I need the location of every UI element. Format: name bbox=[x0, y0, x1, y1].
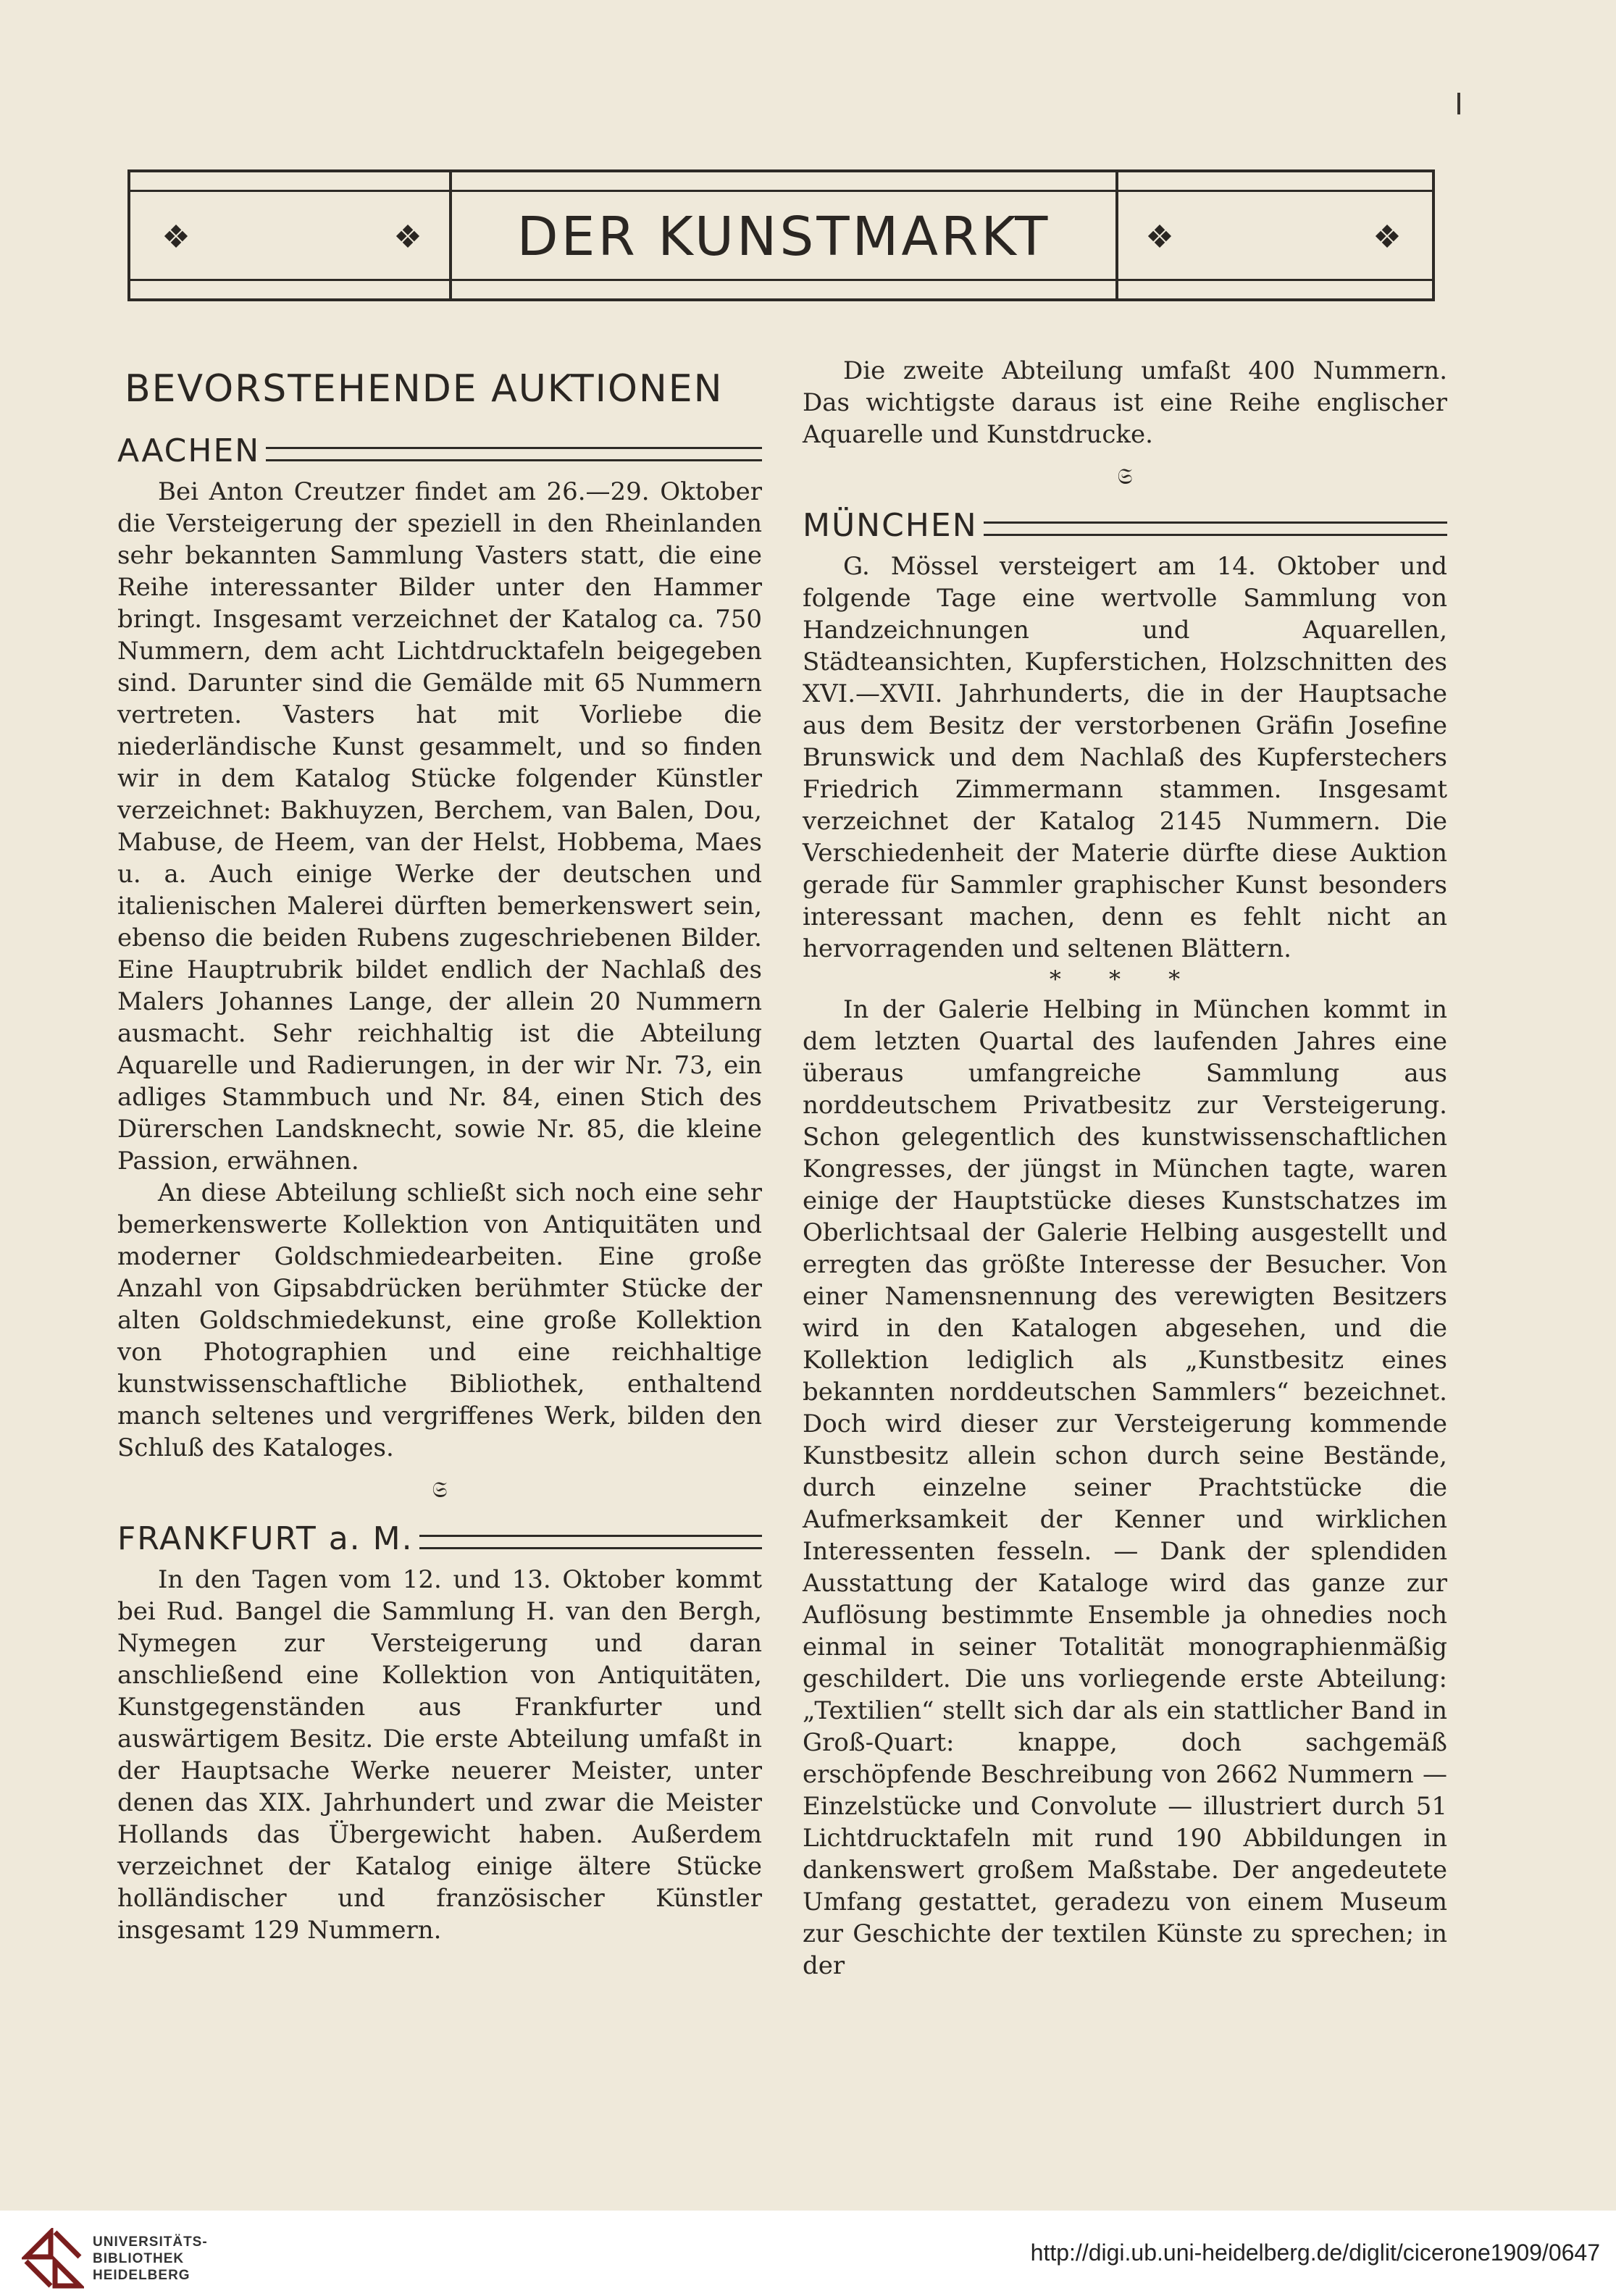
paragraph: G. Mössel versteigert am 14. Oktober und folgende Tage eine wertvolle Sammlung von Handzeichnungen und Aquarellen, Städteansichten, Kupferstichen, Holzschnitten des XVI.—XVII. Jahrhunderts, die in der Hauptsache aus dem Besitz der verstorbenen Gräfin Josefine Brunswick und dem Nachlaß des Kupferstechers Friedrich Zimmermann stammen. Insgesamt verzeichnet der Katalog 2145 Nummern. Die Verschiedenheit der Materie dürfte diese Auktion gerade für Sammler graphischer Kunst besonders interessant machen, denn es fehlt nicht an hervorragenden und seltenen Blättern. bbox=[803, 552, 1447, 963]
paragraph: In den Tagen vom 12. und 13. Oktober kommt bei Rud. Bangel die Sammlung H. van den Bergh, Nymegen zur Versteigerung und daran anschließend eine Kollektion von Antiquitäten, Kunstgegenständen aus Frankfurter und auswärtigem Besitz. Die erste Abteilung umfaßt in der Hauptsache Werke neuerer Meister, unter denen das XIX. Jahrhundert und zwar die Meister Hollands das Übergewicht haben. Außerdem verzeichnet der Katalog einige ältere Stücke holländischer und französischer Künstler insgesamt 129 Nummern. bbox=[117, 1565, 762, 1945]
place-label: AACHEN bbox=[117, 432, 261, 469]
library-name: UNIVERSITÄTS- BIBLIOTHEK HEIDELBERG bbox=[93, 2234, 208, 2283]
paragraph: An diese Abteilung schließt sich noch eine sehr bemerkenswerte Kollektion von Antiquitäten und moderner Goldschmiedearbeiten. Eine große Anzahl von Gipsabdrücken berühmter Stücke der alten Goldschmiedekunst, eine große Kollektion von Photographien und eine reichhaltige kunstwissenschaftliche Bibliothek, enthaltend manch seltenes und vergriffenes Werk, bilden den Schluß des Kataloges. bbox=[117, 1178, 762, 1462]
page-title: DER KUNSTMARKT bbox=[516, 206, 1051, 268]
section-divider-mark: 𝔖 bbox=[432, 1478, 448, 1503]
ornament-icon: ❖ bbox=[393, 219, 422, 256]
header-rule-bottom bbox=[130, 279, 1432, 281]
place-label: MÜNCHEN bbox=[803, 507, 978, 544]
permalink-url[interactable]: http://digi.ub.uni-heidelberg.de/diglit/cicerone1909/0647 bbox=[1030, 2240, 1600, 2266]
footer-bar bbox=[0, 2211, 1616, 2296]
place-heading-frankfurt bbox=[117, 1520, 762, 1558]
left-column bbox=[117, 359, 762, 1946]
place-heading-aachen bbox=[117, 432, 762, 470]
ornament-icon: ❖ bbox=[1145, 219, 1174, 256]
paragraph: In der Galerie Helbing in München kommt in dem letzten Quartal des laufenden Jahres eine überaus umfangreiche Sammlung aus norddeutschem Privatbesitz zur Versteigerung. Schon gelegentlich des kunstwissenschaftlichen Kongresses, der jüngst in München tagte, waren einige der Hauptstücke dieses Kunstschatzes im Oberlichtsaal der Galerie Helbing ausgestellt und erregten das größte Interesse der Besucher. Von einer Namensnennung des verewigten Besitzers wird in den Katalogen abgesehen, und die Kollektion lediglich als „Kunstbesitz eines bekannten norddeutschen Sammlers“ bezeichnet. Doch wird dieser zur Versteigerung kommende Kunstbesitz allein schon durch seine Bestände, durch einzelne seiner Prachtstücke die Aufmerksamkeit der Kenner und wirklichen Interessenten fesseln. — Dank der splendiden Ausstattung der Kataloge wird das ganze zur Auflösung bestimmte Ensemble ja ohnedies noch einmal in seiner Totalität monographienmäßig geschildert. Die uns vorliegende erste Abteilung: „Textilien“ stellt sich dar als ein stattlicher Band in Groß-Quart: knappe, doch sachgemäß erschöpfende Beschreibung von 2662 Nummern — Einzelstücke und Convolute — illustriert durch 51 Lichtdrucktafeln mit rund 190 Abbildungen in dankenswert großem Maßstabe. Der angedeutete Umfang gestattet, geradezu von einem Museum zur Geschichte der textilen Künste zu sprechen; in der bbox=[803, 995, 1447, 1980]
library-logo-icon bbox=[22, 2228, 84, 2290]
place-label: FRANKFURT a. M. bbox=[117, 1520, 414, 1557]
ornament-icon: ❖ bbox=[162, 219, 191, 256]
double-rule bbox=[419, 1535, 762, 1549]
double-rule bbox=[266, 447, 762, 461]
double-rule bbox=[984, 521, 1447, 536]
right-column bbox=[803, 355, 1447, 1982]
section-divider-mark: 𝔖 bbox=[1117, 464, 1133, 490]
header-divider-right bbox=[1115, 172, 1118, 298]
header-rule-top bbox=[130, 190, 1432, 192]
paragraph: Bei Anton Creutzer findet am 26.—29. Oktober die Versteigerung der speziell in den Rheinlanden sehr bekannten Sammlung Vasters statt, die eine Reihe interessanter Bilder unter den Hammer bringt. Insgesamt verzeichnet der Katalog ca. 750 Nummern, dem acht Lichtdrucktafeln beigegeben sind. Darunter sind die Gemälde mit 65 Nummern vertreten. Vasters hat mit Vorliebe die niederländische Kunst gesammelt, und so finden wir in dem Katalog Stücke folgender Künstler verzeichnet: Bakhuyzen, Berchem, van Balen, Dou, Mabuse, de Heem, van der Helst, Hobbema, Maes u. a. Auch einige Werke der deutschen und italienischen Malerei dürften bemerkenswert sein, ebenso die beiden Rubens zugeschriebenen Bilder. Eine Hauptrubrik bildet endlich der Nachlaß des Malers Johannes Lange, der allein 20 Nummern ausmacht. Sehr reichhaltig ist die Abteilung Aquarelle und Radierungen, in der wir Nr. 73, ein adliges Stammbuch und Nr. 84, einen Stich des Dürerschen Landsknecht, sowie Nr. 85, die kleine Passion, erwähnen. bbox=[117, 477, 762, 1176]
ornament-icon: ❖ bbox=[1373, 219, 1402, 256]
asterism: * * * bbox=[1049, 965, 1201, 993]
section-title: BEVORSTEHENDE AUKTIONEN bbox=[125, 367, 724, 411]
header-box bbox=[127, 169, 1435, 301]
paragraph: Die zweite Abteilung umfaßt 400 Nummern. Das wichtigste daraus ist eine Reihe englischer Aquarelle und Kunstdrucke. bbox=[803, 356, 1447, 449]
margin-mark bbox=[1457, 93, 1460, 114]
place-heading-muenchen bbox=[803, 507, 1447, 545]
